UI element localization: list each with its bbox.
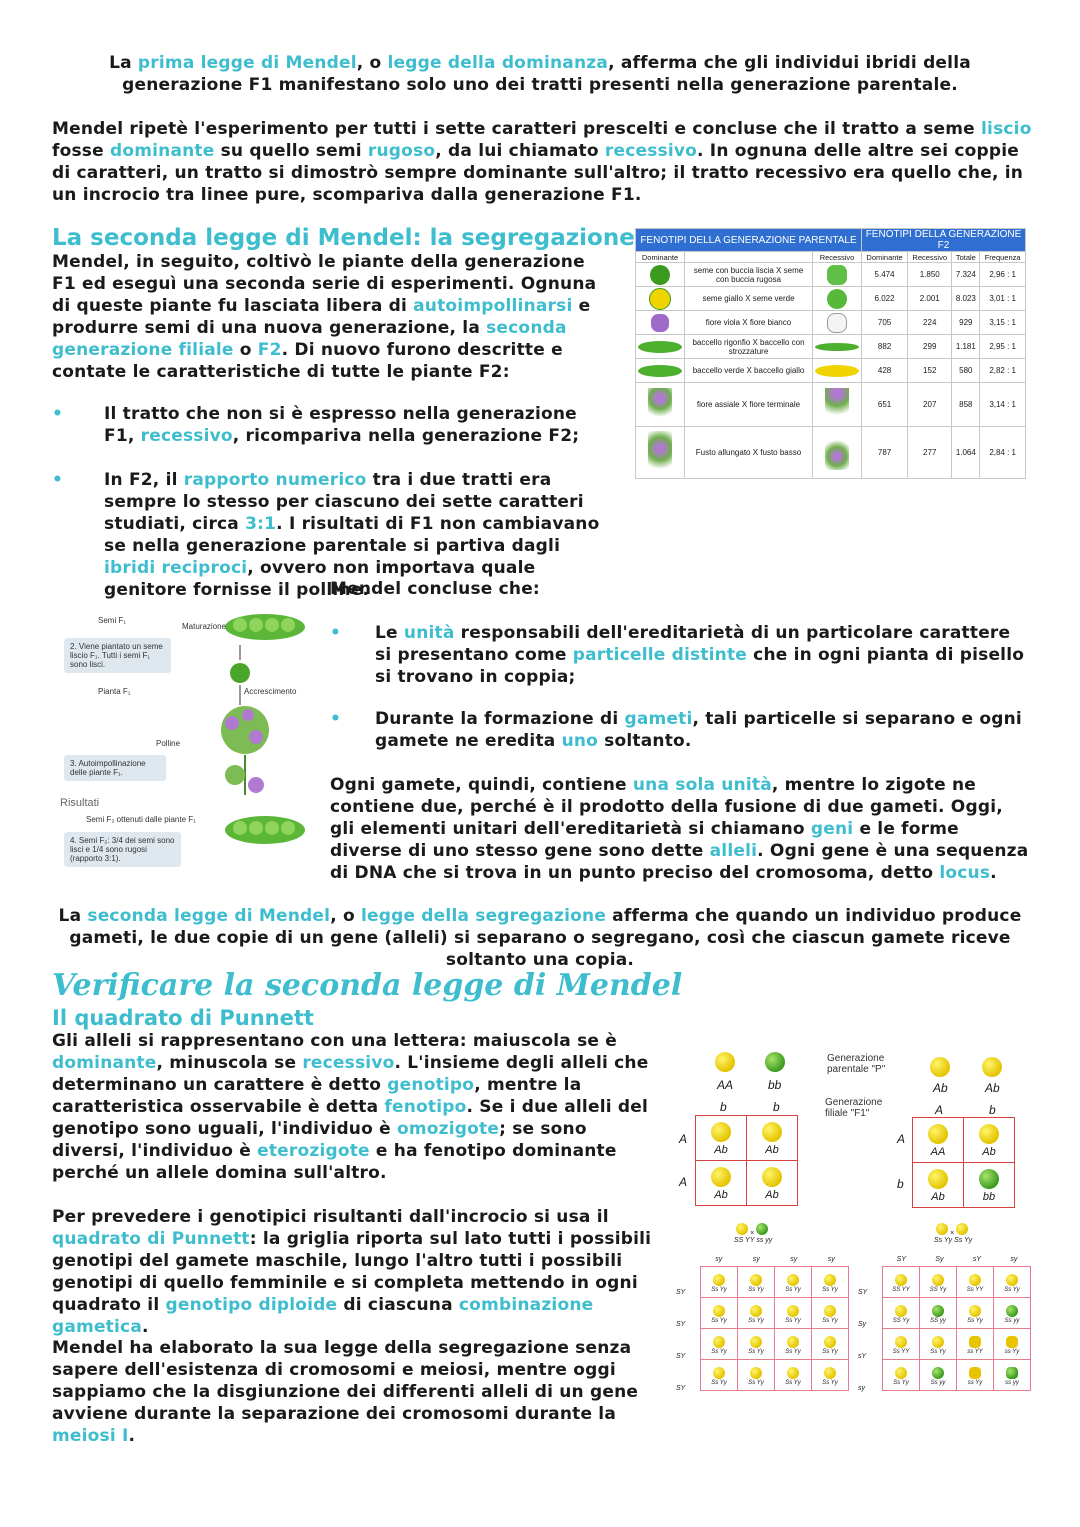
dihybrid-square-f1: SS YY SS Yy Ss YY Ss Yy SS Yy SS yy Ss Yy Ss yy Ss YY Ss Yy ss YY ss Yy Ss Yy Ss yy ss Yy ss yy <box>882 1266 1031 1391</box>
genotype-label: Ab <box>933 1081 948 1095</box>
conclusion-paragraph: Ogni gamete, quindi, contiene una sola unità, mentre lo zigote ne contiene due, perché è il prodotto della fusione di due gameti. Oggi, gli elementi unitari dell'ereditarietà si chiamano geni e le forme diverse di uno stesso gene sono dette alleli. Ogni gene è una sequenza di DNA che si trova in un punto preciso del cromosoma, detto locus. <box>330 775 1029 883</box>
gamete-label: A <box>897 1132 906 1146</box>
label-gen-f1: Generazione filiale "F1" <box>825 1097 883 1119</box>
table-row: fiore assiale X fiore terminale 651 207 858 3,14 : 1 <box>636 383 1026 427</box>
dihybrid-diagrams <box>672 1220 1032 1400</box>
col-frequency: Frequenza <box>980 252 1026 263</box>
meiosis-paragraph: Mendel ha elaborato la sua legge della segregazione senza sapere dell'esistenza di cromosomi e meiosi, mentre oggi sappiamo che la disgiunzione dei differenti alleli di un gene avviene durante la separazione dei cromosomi durante la meiosi I. <box>52 1338 639 1446</box>
label-semi-f2: Semi F₂ ottenuti dalle piante F₁ <box>86 815 196 824</box>
label-semi-f1: Semi F₁ <box>98 616 127 625</box>
table-row: baccello rigonfio X baccello con strozzature 882 299 1.181 2,95 : 1 <box>636 335 1026 359</box>
constricted-pod-icon <box>815 343 859 351</box>
col-dominant: Dominante <box>636 252 685 263</box>
genotype-label: AA <box>717 1078 734 1092</box>
phenotype-table <box>635 228 1026 479</box>
col-total: Totale <box>952 252 980 263</box>
smooth-seed-icon <box>650 265 670 285</box>
green-seed-icon <box>827 289 847 309</box>
mini-right-top-labels: SY Sy sY sy <box>896 1256 1018 1263</box>
parent-yellow-pea <box>715 1052 735 1072</box>
label-pianta-f1: Pianta F₁ <box>98 687 131 696</box>
inflated-pod-icon <box>638 341 682 353</box>
dihybrid-square-p: Ss Yy Ss Yy Ss Yy Ss Yy Ss Yy Ss Yy Ss Yy Ss Yy Ss Yy Ss Yy Ss Yy Ss Yy Ss Yy Ss Yy Ss Yy Ss Yy <box>700 1266 849 1391</box>
gamete-label: b <box>897 1177 904 1191</box>
mini-left-top-labels: sy sy sy sy <box>715 1256 835 1263</box>
genotype-label: Ab <box>985 1081 1000 1095</box>
white-flower-icon <box>827 313 847 333</box>
gamete-label: b <box>989 1103 996 1117</box>
col-recessive: Recessivo <box>813 252 862 263</box>
f2-observation-2a: • In F2, il rapporto numerico tra i due tratti era sempre lo stesso per ciascuno dei sette caratteri studiati, circa 3:1. I risultati di F1 non cambiavano se nella generazione parentale si partiva dagli ibridi reciproci, ovvero non importava quale genitore fornisse il polline. <box>52 469 612 619</box>
intro-paragraph: Mendel ripetè l'esperimento per tutti i sette caratteri prescelti e concluse che il tratto a seme liscio fosse dominante su quello semi rugoso, da lui chiamato recessivo. In ognuna delle altre sei coppie di caratteri, un tratto si dimostrò sempre dominante sull'altro; il tratto recessivo era quello che, in un incrocio tra linee pure, scompariva dalla generazione F1. <box>52 119 1032 205</box>
mini-right-side-labels: SY Sy sY sy <box>858 1289 868 1392</box>
green-pod-icon <box>638 365 682 377</box>
yellow-pod-icon <box>815 365 859 377</box>
label-maturazione: Maturazione <box>182 622 227 631</box>
label-accrescimento: Accrescimento <box>244 687 297 696</box>
first-law-definition: La prima legge di Mendel, o legge della dominanza, afferma che gli individui ibridi della generazione F1 manifestano solo uno dei tratti presenti nella generazione parentale. <box>109 53 971 95</box>
callout-step-4: 4. Semi F₂: 3/4 dei semi sono lisci e 1/4 sono rugosi (rapporto 3:1). <box>64 832 181 867</box>
gamete-label: b <box>773 1100 780 1114</box>
table-header-parental: FENOTIPI DELLA GENERAZIONE PARENTALE <box>636 229 862 252</box>
f2-observation-1: • Il tratto che non si è espresso nella generazione F1, recessivo, ricompariva nella generazione F2; <box>52 403 612 465</box>
axial-flower-plant-icon <box>648 388 672 422</box>
gamete-label: A <box>679 1132 688 1146</box>
parent-yellow-pea <box>930 1057 950 1077</box>
table-row: baccello verde X baccello giallo 428 152 580 2,82 : 1 <box>636 359 1026 383</box>
conclusion-intro: Mendel concluse che: <box>330 579 540 599</box>
punnett-square-f1: AA Ab Ab bb <box>912 1117 1015 1208</box>
mini-left-side-labels: SY SY SY SY <box>676 1289 686 1392</box>
table-header-f2: FENOTIPI DELLA GENERAZIONE F2 <box>862 229 1026 252</box>
callout-step-2: 2. Viene piantato un seme liscio F₁. Tutti i semi F₁ sono lisci. <box>64 638 171 673</box>
label-gen-p: Generazione parentale "P" <box>827 1053 886 1075</box>
purple-flower-icon <box>651 314 669 332</box>
parent-yellow-pea <box>982 1057 1002 1077</box>
terminal-flower-plant-icon <box>825 388 849 422</box>
gamete-label: A <box>679 1175 688 1189</box>
pea-cycle-figure <box>60 605 310 895</box>
table-row: seme con buccia liscia X seme con buccia rugosa 5.474 1.850 7.324 2,96 : 1 <box>636 263 1026 287</box>
yellow-seed-icon <box>649 288 671 310</box>
segregation-paragraph: Mendel, in seguito, coltivò le piante della generazione F1 ed eseguì una seconda serie di esperimenti. Ognuna di queste piante fu lasciata libera di autoimpollinarsi e produrre semi di una nuova generazione, la seconda generazione filiale o F2. Di nuovo furono descritte e contate le caratteristiche di tutte le piante F2: <box>52 252 597 382</box>
dihybrid-parents-left: × SS YY ss yy <box>734 1223 772 1244</box>
conclusion-bullet-2: • Durante la formazione di gameti, tali particelle si separano e ogni gamete ne eredita uno soltanto. <box>330 708 1030 770</box>
gamete-label: A <box>935 1103 944 1117</box>
section-title-verify: Verificare la seconda legge di Mendel <box>52 968 683 1003</box>
section-subtitle-punnett: Il quadrato di Punnett <box>52 1006 314 1030</box>
punnett-square-p: Ab Ab Ab Ab <box>695 1115 798 1206</box>
second-law-definition: La seconda legge di Mendel, o legge della segregazione afferma che quando un individuo produce gameti, le due copie di un gene (alleli) si separano o segregano, così che ciascun gamete riceve soltanto una copia. <box>58 906 1022 970</box>
table-row: Fusto allungato X fusto basso 787 277 1.064 2,84 : 1 <box>636 427 1026 479</box>
genotype-label: bb <box>768 1078 782 1092</box>
parent-green-pea <box>765 1052 785 1072</box>
conclusion-bullet-1: • Le unità responsabili dell'ereditarietà di un particolare carattere si presentano come particelle distinte che in ogni pianta di pisello si trovano in coppia; <box>330 622 1030 706</box>
callout-step-3: 3. Autoimpollinazione delle piante F₁. <box>64 755 166 781</box>
wrinkled-seed-icon <box>827 265 847 285</box>
tall-plant-icon <box>648 431 672 475</box>
label-risultati: Risultati <box>60 797 100 809</box>
dihybrid-parents-right: × Ss Yy Ss Yy <box>934 1223 972 1244</box>
gamete-label: b <box>720 1100 727 1114</box>
short-plant-icon <box>825 436 849 470</box>
punnett-paragraph: Per prevedere i genotipici risultanti dall'incrocio si usa il quadrato di Punnett: la griglia riporta sul lato tutti i possibili genotipi del gamete maschile, lungo l'altro tutti i possibili genotipi di quello femminile e si completa mettendo in ogni quadrato il genotipo diploide di ciascuna combinazione gametica. <box>52 1207 652 1337</box>
table-row: fiore viola X fiore bianco 705 224 929 3,15 : 1 <box>636 311 1026 335</box>
label-polline: Polline <box>156 739 181 748</box>
section-title-segregation: La seconda legge di Mendel: la segregazione <box>52 225 635 251</box>
col-dominant-f2: Dominante <box>862 252 908 263</box>
col-recessive-f2: Recessivo <box>908 252 952 263</box>
table-row: seme giallo X seme verde 6.022 2.001 8.023 3,01 : 1 <box>636 287 1026 311</box>
alleles-paragraph: Gli alleli si rappresentano con una lettera: maiuscola se è dominante, minuscola se recessivo. L'insieme degli alleli che determinano un carattere è detto genotipo, mentre la caratteristica osservabile è detta fenotipo. Se i due alleli del genotipo sono uguali, l'individuo è omozigote; se sono diversi, l'individuo è eterozigote e ha fenotipo dominante perché un allele domina sull'altro. <box>52 1031 649 1183</box>
punnett-diagram <box>675 1045 1035 1215</box>
